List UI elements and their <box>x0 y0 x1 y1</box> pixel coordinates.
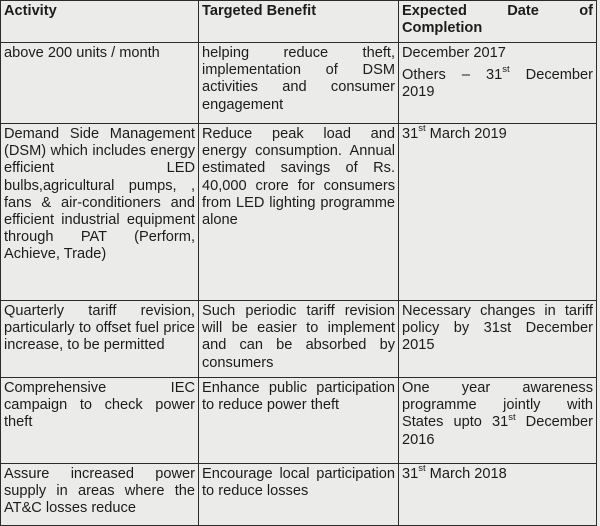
activity-cell: Comprehensive IEC campaign to check power theft <box>1 378 199 464</box>
table-row <box>1 301 597 378</box>
table-row <box>1 464 597 526</box>
activity-cell: Demand Side Management (DSM) which includes energy efficient LED bulbs,agricultural pumps, , fans & air-conditioners and efficient industrial equipment through PAT (Perform, Achieve, Trade) <box>1 124 199 301</box>
date-text: March 2018 <box>425 466 507 482</box>
header-date-word-3: of <box>579 3 593 19</box>
ordinal-suffix: st <box>418 123 426 135</box>
header-activity: Activity <box>1 1 199 43</box>
date-cell <box>399 43 597 124</box>
table-row <box>1 43 597 124</box>
benefit-cell: Enhance public participation to reduce power theft <box>199 378 399 464</box>
date-text: December 2019 <box>402 67 593 101</box>
date-text: 31 <box>402 466 419 482</box>
table-row <box>1 124 597 301</box>
header-date-word-2: Date <box>507 3 539 19</box>
benefit-cell: Such periodic tariff revision will be easier to implement and can be absorbed by consumers <box>199 301 399 378</box>
ordinal-suffix: st <box>502 64 510 76</box>
date-line-2 <box>402 64 593 101</box>
table-header-row <box>1 1 597 43</box>
date-text: March 2019 <box>425 126 507 142</box>
date-text: December 2016 <box>402 414 594 448</box>
benefit-cell: helping reduce theft, implementation of DSM activities and consumer engagement <box>199 43 399 124</box>
ordinal-suffix: st <box>418 463 426 475</box>
header-targeted-benefit: Targeted Benefit <box>199 1 399 43</box>
date-text: One year awareness programme jointly with States upto 31 <box>402 380 593 431</box>
benefit-cell: Encourage local participation to reduce losses <box>199 464 399 526</box>
date-cell <box>399 378 597 464</box>
header-expected-date <box>399 1 597 43</box>
date-text: Others – 31 <box>402 67 503 84</box>
ordinal-suffix: st <box>508 411 516 423</box>
activity-cell: above 200 units / month <box>1 43 199 124</box>
date-text: 31 <box>402 126 419 142</box>
header-date-line-2: Completion <box>402 20 483 37</box>
table-row <box>1 378 597 464</box>
benefit-cell: Reduce peak load and energy consumption. Annual estimated savings of Rs. 40,000 crore for consumers from LED lighting programme alone <box>199 124 399 301</box>
header-date-word-1: Expected <box>402 3 467 19</box>
activity-cell: Assure increased power supply in areas where the AT&C losses reduce <box>1 464 199 526</box>
date-cell <box>399 464 597 526</box>
date-cell <box>399 124 597 301</box>
date-line-1: December 2017 <box>402 45 506 61</box>
activity-cell: Quarterly tariff revision, particularly to offset fuel price increase, to be permitted <box>1 301 199 378</box>
date-cell: Necessary changes in tariff policy by 31st December 2015 <box>399 301 597 378</box>
